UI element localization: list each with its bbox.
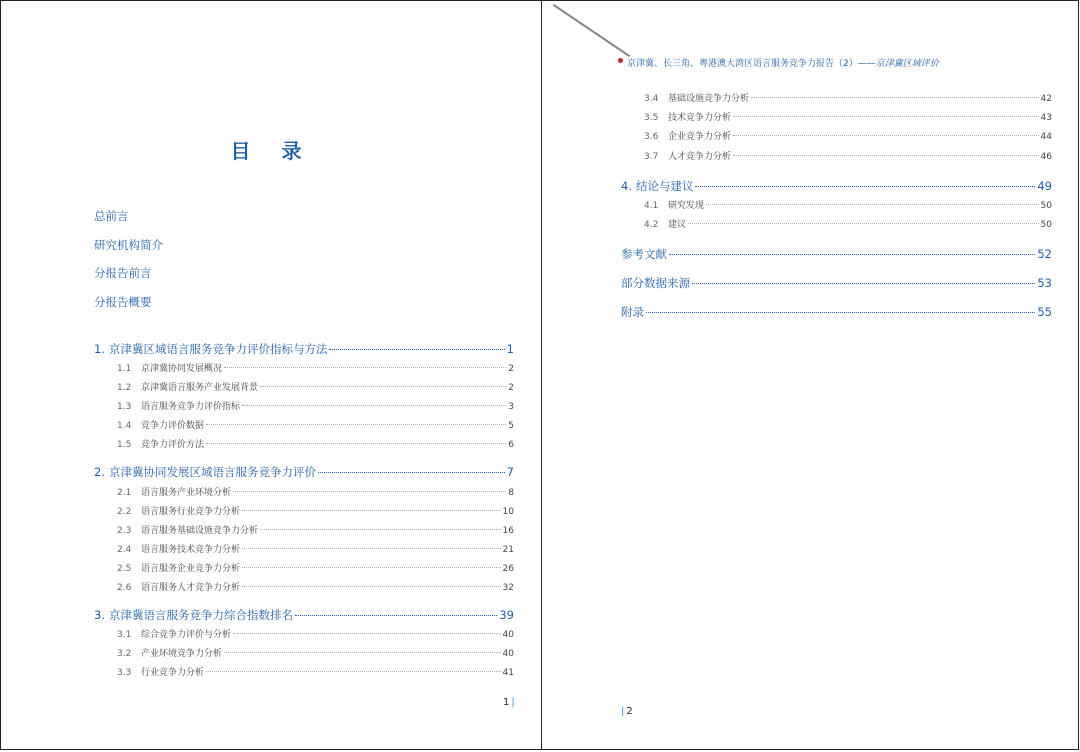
page-ref: 49 xyxy=(1037,179,1052,193)
section-title: 企业竞争力分析 xyxy=(668,132,732,142)
page-ref: 55 xyxy=(1037,305,1052,319)
toc-section[interactable] xyxy=(644,110,1052,123)
page-ref: 52 xyxy=(1037,247,1052,261)
chapter-title: 京津冀区域语言服务竞争力评价指标与方法 xyxy=(108,342,328,356)
dot-leader xyxy=(646,312,1035,313)
dot-leader xyxy=(233,633,501,634)
section-title: 语言服务企业竞争力分析 xyxy=(141,564,241,574)
section-number: 2.4 xyxy=(117,545,132,555)
section-number: 4.2 xyxy=(644,220,659,230)
page-ref: 53 xyxy=(1037,276,1052,290)
running-header xyxy=(627,56,939,69)
dot-leader xyxy=(233,491,506,492)
dot-leader xyxy=(692,283,1035,284)
toc-section[interactable] xyxy=(117,523,514,536)
toc-references[interactable] xyxy=(621,246,1052,262)
page-ref: 6 xyxy=(508,440,514,450)
section-number: 2.1 xyxy=(117,488,132,498)
section-number: 1.4 xyxy=(117,421,132,431)
page-ref: 50 xyxy=(1040,220,1052,230)
section-title: 综合竞争力评价与分析 xyxy=(141,630,232,640)
section-number: 3.3 xyxy=(117,668,132,678)
section-number: 4.1 xyxy=(644,201,659,211)
back-matter-title: 部分数据来源 xyxy=(621,276,690,290)
dot-leader xyxy=(329,349,504,350)
section-title: 行业竞争力分析 xyxy=(141,668,205,678)
section-title: 语言服务基础设施竞争力分析 xyxy=(141,526,259,536)
page-ref: 41 xyxy=(502,668,514,678)
section-title: 人才竞争力分析 xyxy=(668,152,732,162)
dot-leader xyxy=(224,652,501,653)
dot-leader xyxy=(669,254,1035,255)
section-number: 3.7 xyxy=(644,152,659,162)
section-number: 3.5 xyxy=(644,113,659,123)
dot-leader xyxy=(706,204,1039,205)
dot-leader xyxy=(733,116,1039,117)
toc-chapter-2[interactable] xyxy=(94,464,514,480)
chapter-number: 4. xyxy=(621,179,632,193)
front-matter-item[interactable]: 总前言 xyxy=(94,209,129,223)
toc-section[interactable] xyxy=(117,361,514,374)
page-ref: 26 xyxy=(502,564,514,574)
section-title: 研究发现 xyxy=(668,201,705,211)
dot-leader xyxy=(206,443,506,444)
section-number: 1.5 xyxy=(117,440,132,450)
toc-section[interactable] xyxy=(117,485,514,498)
dot-leader xyxy=(733,135,1039,136)
section-title: 竞争力评价方法 xyxy=(141,440,205,450)
section-title: 产业环境竞争力分析 xyxy=(141,649,223,659)
back-matter-title: 参考文献 xyxy=(621,247,667,261)
dot-leader xyxy=(242,586,501,587)
section-number: 3.6 xyxy=(644,132,659,142)
page-ref: 21 xyxy=(502,545,514,555)
page-ref: 50 xyxy=(1040,201,1052,211)
page-number-bar: | xyxy=(621,706,625,717)
dot-leader xyxy=(206,671,501,672)
toc-section[interactable] xyxy=(117,437,514,450)
dot-leader xyxy=(242,510,501,511)
page-ref: 40 xyxy=(502,649,514,659)
section-number: 3.4 xyxy=(644,94,659,104)
page-ref: 46 xyxy=(1040,152,1052,162)
dot-leader xyxy=(242,567,501,568)
toc-section[interactable] xyxy=(117,504,514,517)
dot-leader xyxy=(260,529,501,530)
page-ref: 39 xyxy=(499,608,514,622)
toc-section[interactable] xyxy=(117,665,514,678)
section-title: 基础设施竞争力分析 xyxy=(668,94,750,104)
toc-section[interactable] xyxy=(117,399,514,412)
toc-section[interactable] xyxy=(117,580,514,593)
section-title: 技术竞争力分析 xyxy=(668,113,732,123)
front-matter-item[interactable]: 研究机构简介 xyxy=(94,238,163,252)
page-ref: 3 xyxy=(508,402,514,412)
toc-chapter-3[interactable] xyxy=(94,607,514,623)
toc-section[interactable] xyxy=(644,91,1052,104)
page-number-text: 1 xyxy=(503,697,510,708)
section-number: 3.2 xyxy=(117,649,132,659)
dot-leader xyxy=(688,223,1039,224)
section-title: 京津冀协同发展概况 xyxy=(141,364,223,374)
dot-leader xyxy=(733,155,1039,156)
toc-section[interactable] xyxy=(117,646,514,659)
page-ref: 8 xyxy=(508,488,514,498)
chapter-number: 1. xyxy=(94,342,105,356)
section-title: 语言服务技术竞争力分析 xyxy=(141,545,241,555)
toc-section[interactable] xyxy=(117,542,514,555)
toc-chapter-1[interactable] xyxy=(94,341,514,357)
toc-section[interactable] xyxy=(644,129,1052,142)
front-matter-item[interactable]: 分报告前言 xyxy=(94,266,152,280)
section-number: 1.1 xyxy=(117,364,132,374)
back-matter-title: 附录 xyxy=(621,305,644,319)
section-number: 3.1 xyxy=(117,630,132,640)
page-ref: 43 xyxy=(1040,113,1052,123)
page-number-left xyxy=(503,697,515,708)
dot-leader xyxy=(242,405,506,406)
section-title: 竞争力评价数据 xyxy=(141,421,205,431)
toc-data-sources[interactable] xyxy=(621,275,1052,291)
section-number: 2.6 xyxy=(117,583,132,593)
toc-section[interactable] xyxy=(644,149,1052,162)
header-bullet-dot xyxy=(618,58,623,63)
toc-section[interactable] xyxy=(644,217,1052,230)
page-ref: 40 xyxy=(502,630,514,640)
section-number: 2.3 xyxy=(117,526,132,536)
section-number: 2.2 xyxy=(117,507,132,517)
toc-appendix[interactable] xyxy=(621,304,1052,320)
page-ref: 1 xyxy=(506,342,514,356)
page-ref: 42 xyxy=(1040,94,1052,104)
section-title: 语言服务产业环境分析 xyxy=(141,488,232,498)
section-number: 2.5 xyxy=(117,564,132,574)
page-ref: 10 xyxy=(502,507,514,517)
page-ref: 7 xyxy=(506,465,514,479)
page-ref: 16 xyxy=(502,526,514,536)
page-ref: 2 xyxy=(508,383,514,393)
dot-leader xyxy=(206,424,506,425)
page-number-text: 2 xyxy=(626,706,633,717)
page-ref: 5 xyxy=(508,421,514,431)
dot-leader xyxy=(695,186,1035,187)
dot-leader xyxy=(242,548,501,549)
page-ref: 32 xyxy=(502,583,514,593)
page-number-bar: | xyxy=(511,697,515,708)
chapter-number: 3. xyxy=(94,608,105,622)
section-number: 1.2 xyxy=(117,383,132,393)
dot-leader xyxy=(295,615,497,616)
dot-leader xyxy=(224,367,506,368)
toc-section[interactable] xyxy=(117,627,514,640)
chapter-title: 结论与建议 xyxy=(635,179,694,193)
page-ref: 2 xyxy=(508,364,514,374)
section-number: 1.3 xyxy=(117,402,132,412)
page-number-right xyxy=(621,706,633,717)
section-title: 建议 xyxy=(668,220,687,230)
toc-section[interactable] xyxy=(117,418,514,431)
running-header-subtitle: ——京津冀区域评价 xyxy=(857,59,939,69)
chapter-number: 2. xyxy=(94,465,105,479)
toc-section[interactable] xyxy=(117,561,514,574)
chapter-title: 京津冀协同发展区域语言服务竞争力评价 xyxy=(108,465,316,479)
toc-section[interactable] xyxy=(644,198,1052,211)
chapter-title: 京津冀语言服务竞争力综合指数排名 xyxy=(108,608,293,622)
toc-title: 目 录 xyxy=(230,139,314,163)
running-header-title: 京津冀、长三角、粤港澳大湾区语言服务竞争力报告（2） xyxy=(627,59,858,69)
section-title: 京津冀语言服务产业发展背景 xyxy=(141,383,259,393)
toc-section[interactable] xyxy=(117,380,514,393)
dot-leader xyxy=(260,386,506,387)
section-title: 语言服务行业竞争力分析 xyxy=(141,507,241,517)
page-ref: 44 xyxy=(1040,132,1052,142)
toc-chapter-4[interactable] xyxy=(621,178,1052,194)
section-title: 语言服务人才竞争力分析 xyxy=(141,583,241,593)
dot-leader xyxy=(318,472,505,473)
dot-leader xyxy=(751,97,1039,98)
front-matter-item[interactable]: 分报告概要 xyxy=(94,295,152,309)
section-title: 语言服务竞争力评价指标 xyxy=(141,402,241,412)
